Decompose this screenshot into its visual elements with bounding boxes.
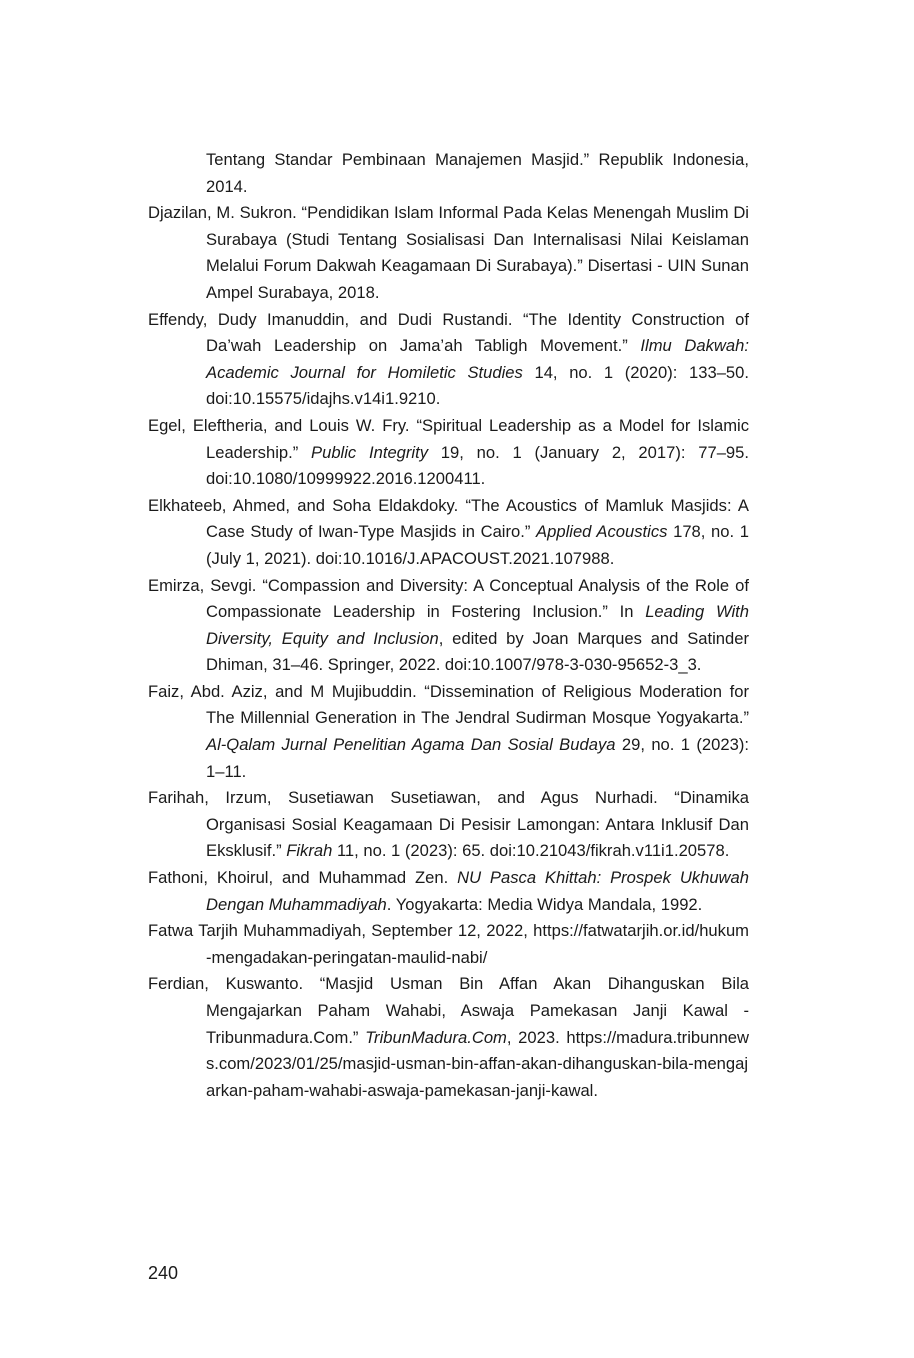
entry-text: Fathoni, Khoirul, and Muhammad Zen. <box>148 868 458 888</box>
entry-text: 19, no. 1 (January 2, 2017): 77–95. doi:10.1080/10999922.2016.1200411. <box>206 442 750 489</box>
entry-text: Fatwa Tarjih Muhammadiyah, September 12, 2022, https://fatwatarjih.or.id/hukum-mengadakan-peringatan-maulid-nabi/ <box>148 921 749 967</box>
entry-text: , edited by Joan Marques and Satinder Dhiman, 31–46. Springer, 2022. doi:10.1007/978-3-030-95652-3_3. <box>206 628 749 675</box>
entry-text: 29, no. 1 (2023): 1–11. <box>206 735 749 781</box>
entry-title-italic: Applied Acoustics <box>536 522 668 542</box>
entry-text: Farihah, Irzum, Susetiawan Susetiawan, and Agus Nurhadi. “Dinamika Organisasi Sosial Keagamaan Di Pesisir Lamongan: Antara Inklusif Dan Eksklusif.” <box>148 788 749 861</box>
entry-text: Tentang Standar Pembinaan Manajemen Masjid.” Republik Indonesia, 2014. <box>206 150 749 196</box>
bibliography-entry <box>148 307 749 413</box>
entry-title-italic: Leading With Diversity, Equity and Inclusion <box>206 602 749 648</box>
bibliography-entry <box>148 573 749 679</box>
entry-title-italic: Fikrah <box>286 841 333 861</box>
entry-text: Ferdian, Kuswanto. “Masjid Usman Bin Affan Akan Dihanguskan Bila Mengajarkan Paham Wahabi, Aswaja Pamekasan Janji Kawal - Tribunmadura.Com.” <box>148 974 749 1047</box>
entry-text: Faiz, Abd. Aziz, and M Mujibuddin. “Dissemination of Religious Moderation for The Millennial Generation in The Jendral Sudirman Mosque Yogyakarta.” <box>148 681 749 728</box>
entry-text: Egel, Eleftheria, and Louis W. Fry. “Spiritual Leadership as a Model for Islamic Leadership.” <box>148 415 749 462</box>
bibliography-entry <box>148 679 749 785</box>
entry-text: Effendy, Dudy Imanuddin, and Dudi Rustandi. “The Identity Construction of Da’wah Leadership on Jama’ah Tabligh Movement.” <box>148 309 749 356</box>
page-number: 240 <box>148 1263 179 1283</box>
entry-text: 11, no. 1 (2023): 65. doi:10.21043/fikrah.v11i1.20578. <box>332 841 730 861</box>
entry-title-italic: Ilmu Dakwah: Academic Journal for Homiletic Studies <box>206 336 749 382</box>
bibliography-entry <box>148 200 749 306</box>
entry-title-italic: Public Integrity <box>311 442 429 462</box>
entry-text: 178, no. 1 (July 1, 2021). doi:10.1016/J.APACOUST.2021.107988. <box>206 522 749 568</box>
entry-text: , 2023. https://madura.tribunnews.com/2023/01/25/masjid-usman-bin-affan-akan-dihanguskan-bila-mengajarkan-paham-wahabi-aswaja-pamekasan-janji-kawal. <box>206 1027 750 1100</box>
bibliography-entry <box>148 785 749 865</box>
bibliography-entry <box>148 413 749 493</box>
bibliography-entry <box>148 493 749 573</box>
bibliography-entry <box>148 971 749 1104</box>
bibliography-entry <box>148 918 749 971</box>
entry-title-italic: Al-Qalam Jurnal Penelitian Agama Dan Sosial Budaya <box>206 735 616 755</box>
entry-text: Emirza, Sevgi. “Compassion and Diversity: A Conceptual Analysis of the Role of Compassionate Leadership in Fostering Inclusion.” In <box>148 575 749 622</box>
entry-text: Elkhateeb, Ahmed, and Soha Eldakdoky. “The Acoustics of Mamluk Masjids: A Case Study of Iwan-Type Masjids in Cairo.” <box>148 495 749 542</box>
entry-text: . Yogyakarta: Media Widya Mandala, 1992. <box>386 894 703 914</box>
bibliography-list <box>148 147 749 1104</box>
entry-title-italic: NU Pasca Khittah: Prospek Ukhuwah Dengan Muhammadiyah <box>206 868 749 914</box>
bibliography-entry <box>148 147 749 200</box>
entry-text: 14, no. 1 (2020): 133–50. doi:10.15575/idajhs.v14i1.9210. <box>206 362 749 409</box>
entry-text: Djazilan, M. Sukron. “Pendidikan Islam Informal Pada Kelas Menengah Muslim Di Surabaya (Studi Tentang Sosialisasi Dan Internalisasi Nilai Keislaman Melalui Forum Dakwah Keagamaan Di Surabaya).” Disertasi - UIN Sunan Ampel Surabaya, 2018. <box>148 203 749 302</box>
entry-title-italic: TribunMadura.Com <box>365 1027 507 1047</box>
bibliography-entry <box>148 865 749 918</box>
